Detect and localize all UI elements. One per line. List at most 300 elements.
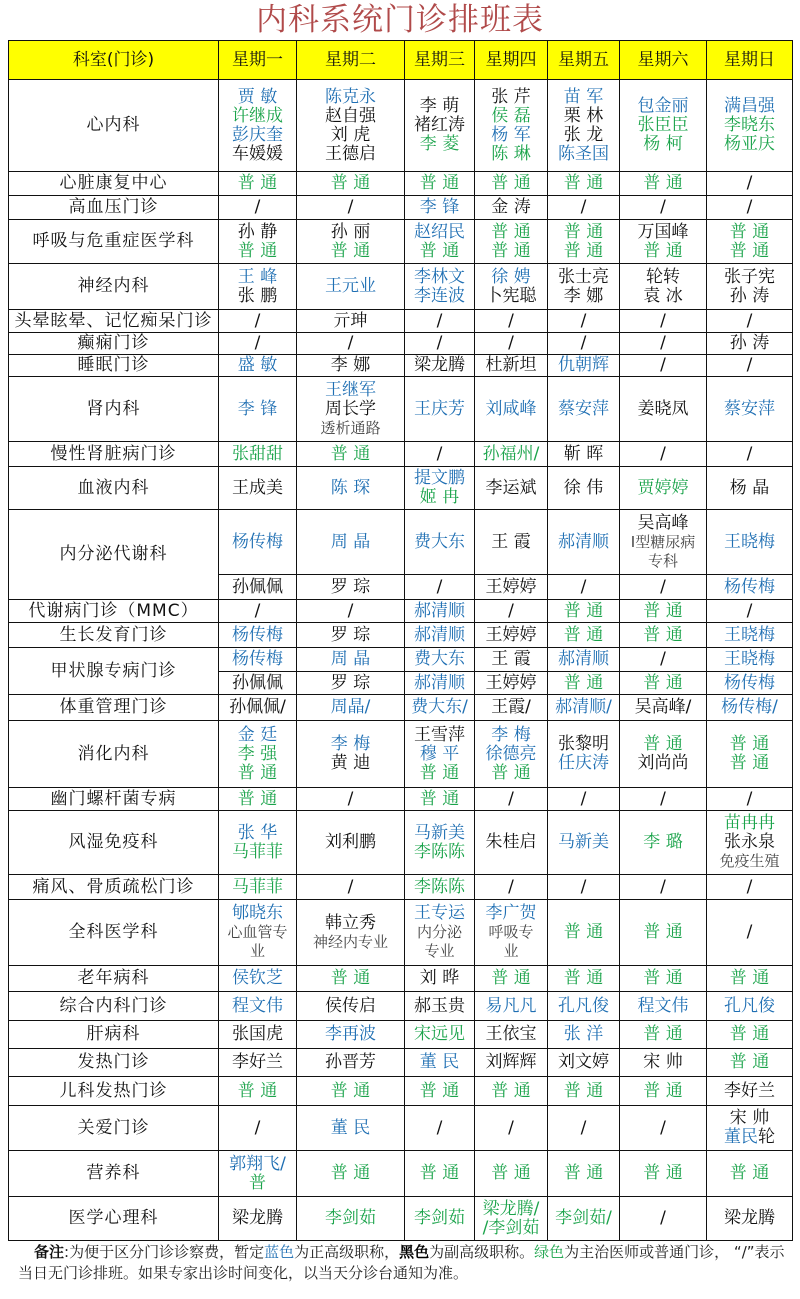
doctor-name: 王依宝: [485, 1024, 537, 1044]
schedule-cell: [548, 1106, 620, 1151]
schedule-cell: [620, 510, 707, 575]
schedule-cell: [475, 600, 548, 623]
schedule-cell: [297, 1021, 405, 1049]
schedule-cell: [548, 966, 620, 992]
doctor-name: 普 通: [729, 1024, 770, 1044]
doctor-name: 普 通: [419, 1080, 460, 1101]
schedule-cell: [548, 80, 620, 172]
doctor-name: /: [508, 876, 514, 897]
schedule-cell: [219, 172, 297, 196]
doctor-name: 普 通: [419, 762, 460, 783]
schedule-cell: [707, 264, 793, 310]
schedule-cell: [620, 220, 707, 264]
table-row: [9, 264, 793, 310]
doctor-name: 靳 晖: [563, 443, 604, 464]
doctor-name: /: [436, 310, 443, 331]
schedule-cell: [548, 672, 620, 695]
dept-name: 老年病科: [9, 966, 219, 992]
schedule-cell: [475, 310, 548, 333]
schedule-cell: [707, 672, 793, 695]
doctor-name: 孔凡俊: [724, 995, 775, 1016]
doctor-name: /: [660, 876, 666, 897]
schedule-cell: [405, 172, 475, 196]
doctor-name: 提文鹏: [414, 468, 465, 488]
schedule-cell: [405, 467, 475, 510]
doctor-name: 刘文婷: [558, 1052, 609, 1072]
schedule-cell: [620, 788, 707, 811]
schedule-cell: [405, 1021, 475, 1049]
dept-name: 血液内科: [9, 467, 219, 510]
schedule-cell: [475, 80, 548, 172]
schedule-cell: [475, 467, 548, 510]
schedule-cell: [707, 875, 793, 900]
schedule-cell: [219, 648, 297, 672]
doctor-name: 普 通: [563, 173, 604, 193]
doctor-name: 王专运: [414, 903, 465, 923]
doctor-name: 透析通路: [320, 418, 381, 437]
header-mon: 星期一: [219, 41, 297, 80]
dept-name: 医学心理科: [9, 1197, 219, 1241]
schedule-cell: [405, 900, 475, 966]
doctor-name: /: [347, 788, 354, 809]
doctor-name: /: [254, 333, 261, 353]
doctor-name: 黄 迪: [330, 753, 371, 773]
table-row: [9, 900, 793, 966]
header-sun: 星期日: [707, 41, 793, 80]
schedule-cell: [707, 442, 793, 467]
doctor-name: /: [660, 355, 666, 375]
schedule-cell: [475, 264, 548, 310]
schedule-cell: [405, 80, 475, 172]
doctor-name: 周长学: [325, 398, 376, 419]
doctor-name: 李剑茹: [325, 1208, 376, 1228]
doctor-name: /: [347, 876, 354, 897]
schedule-cell: [707, 355, 793, 377]
schedule-cell: [707, 220, 793, 264]
doctor-name: 神经内专业: [312, 932, 388, 951]
schedule-cell: [548, 721, 620, 788]
schedule-cell: [620, 1049, 707, 1077]
schedule-cell: [475, 900, 548, 966]
doctor-name: 张永泉: [724, 832, 775, 852]
schedule-cell: [707, 172, 793, 196]
schedule-cell: [405, 1197, 475, 1241]
doctor-name: 贾婷婷: [637, 477, 689, 498]
doctor-name: /: [508, 600, 514, 621]
note-black: 黑色: [399, 1243, 430, 1261]
schedule-cell: [219, 310, 297, 333]
doctor-name: 杨 晶: [729, 477, 770, 498]
schedule-cell: [297, 1197, 405, 1241]
doctor-name: /: [580, 197, 587, 217]
schedule-cell: [475, 355, 548, 377]
doctor-name: /: [254, 1117, 261, 1138]
doctor-name: 金 廷: [237, 724, 278, 745]
doctor-name: 宋 帅: [729, 1108, 770, 1128]
schedule-cell: [475, 966, 548, 992]
doctor-name: 马新美: [414, 822, 465, 843]
doctor-name: 普 通: [330, 240, 371, 261]
schedule-cell: [475, 1151, 548, 1197]
doctor-name: /: [347, 333, 354, 353]
doctor-name: 普 通: [643, 922, 683, 942]
schedule-cell: [475, 377, 548, 442]
doctor-name: 王 霞: [491, 531, 531, 552]
doctor-name: 王晓梅: [724, 531, 775, 552]
schedule-cell: [707, 1106, 793, 1151]
doctor-name: 张 龙: [563, 124, 604, 145]
schedule-cell: [548, 442, 620, 467]
doctor-name: 李运斌: [485, 477, 537, 498]
table-row: [9, 600, 793, 623]
doctor-name: 普 通: [729, 1052, 770, 1072]
doctor-name: /: [580, 333, 587, 353]
doctor-name: 彭庆奎: [232, 124, 283, 145]
schedule-cell: [405, 623, 475, 648]
doctor-name: 徐 娉: [491, 266, 531, 287]
schedule-cell: [405, 442, 475, 467]
schedule-cell: [297, 196, 405, 220]
schedule-cell: [405, 355, 475, 377]
doctor-name: 孙晋芳: [325, 1052, 376, 1072]
doctor-name: 金 涛: [491, 197, 531, 217]
schedule-cell: [219, 811, 297, 875]
schedule-cell: [297, 510, 405, 575]
schedule-cell: [219, 1021, 297, 1049]
doctor-name: 普: [249, 1172, 266, 1193]
doctor-name: 张国虎: [232, 1024, 283, 1044]
doctor-name: 李 菱: [419, 134, 460, 154]
schedule-cell: [548, 196, 620, 220]
doctor-name: 免疫生殖: [719, 852, 780, 870]
table-row: [9, 467, 793, 510]
doctor-name: 普 通: [643, 600, 683, 621]
doctor-name: 李 娜: [563, 285, 604, 306]
schedule-cell: [548, 264, 620, 310]
doctor-name: 梁龙腾: [414, 355, 465, 375]
doctor-name: /: [746, 310, 753, 331]
schedule-cell: [707, 1021, 793, 1049]
doctor-name: /: [436, 333, 443, 353]
doctor-name: 郇晓东: [232, 903, 283, 923]
schedule-cell: [405, 695, 475, 721]
doctor-name: 李剑茹: [414, 1208, 465, 1228]
schedule-cell: [707, 196, 793, 220]
doctor-name: 王成美: [232, 477, 283, 498]
doctor-name: 普 通: [491, 240, 531, 261]
doctor-name: 郝清顺: [558, 649, 609, 669]
doctor-name: 专科: [647, 551, 678, 570]
dept-name: 肝病科: [9, 1021, 219, 1049]
schedule-cell: [707, 1197, 793, 1241]
schedule-cell: [405, 875, 475, 900]
table-row: [9, 721, 793, 788]
doctor-name: 李连波: [414, 285, 465, 306]
doctor-name: 梁龙腾: [232, 1208, 283, 1228]
doctor-name: /: [660, 1208, 666, 1228]
doctor-name: I型糖尿病: [630, 532, 696, 551]
doctor-name: 梁龙腾: [724, 1208, 775, 1228]
dept-name: 幽门螺杆菌专病: [9, 788, 219, 811]
doctor-name: /: [660, 1117, 666, 1138]
schedule-cell: [620, 992, 707, 1021]
doctor-name: 普 通: [643, 968, 683, 988]
schedule-cell: [620, 442, 707, 467]
table-row: [9, 1021, 793, 1049]
dept-name: 心内科: [9, 80, 219, 172]
schedule-cell: [620, 811, 707, 875]
doctor-name: 张 芹: [491, 86, 531, 107]
doctor-name: 刘咸峰: [485, 398, 537, 419]
doctor-name: /: [347, 197, 354, 217]
schedule-cell: [707, 1077, 793, 1106]
doctor-name: 徐 伟: [563, 477, 604, 498]
doctor-name: 呼吸专: [488, 923, 534, 941]
schedule-cell: [297, 355, 405, 377]
doctor-name: 包金丽: [637, 96, 689, 116]
schedule-cell: [707, 811, 793, 875]
header-dept: 科室(门诊): [9, 41, 219, 80]
schedule-cell: [707, 623, 793, 648]
footnote: [18, 1242, 788, 1284]
schedule-cell: [707, 695, 793, 721]
schedule-cell: [548, 467, 620, 510]
doctor-name: /: [508, 1117, 514, 1138]
dept-name: 营养科: [9, 1151, 219, 1197]
doctor-name: 普 通: [563, 672, 604, 693]
schedule-cell: [620, 1021, 707, 1049]
schedule-cell: [475, 172, 548, 196]
schedule-table: [8, 40, 793, 1241]
doctor-name: 朱桂启: [485, 832, 537, 852]
note-text-2: 为正高级职称，: [294, 1243, 400, 1261]
doctor-name: 普 通: [729, 1163, 770, 1183]
dept-name: 发热门诊: [9, 1049, 219, 1077]
doctor-name: /: [436, 443, 443, 464]
dept-name: 甲状腺专病门诊: [9, 648, 219, 695]
schedule-cell: [219, 575, 297, 600]
doctor-name: 王婷婷: [485, 672, 537, 693]
doctor-name: 侯 磊: [491, 105, 531, 126]
schedule-cell: [297, 575, 405, 600]
doctor-name: 杜新坦: [485, 355, 537, 375]
doctor-name: 普 通: [330, 173, 371, 193]
schedule-cell: [405, 1151, 475, 1197]
table-row: [9, 648, 793, 672]
doctor-name: 普 通: [643, 734, 683, 754]
schedule-cell: [297, 442, 405, 467]
table-row: [9, 510, 793, 575]
schedule-cell: [620, 695, 707, 721]
schedule-cell: [548, 575, 620, 600]
table-row: [9, 992, 793, 1021]
doctor-name: 王元业: [325, 276, 376, 296]
schedule-cell: [707, 1151, 793, 1197]
schedule-cell: [475, 992, 548, 1021]
schedule-cell: [707, 966, 793, 992]
doctor-name: 杨亚庆: [724, 134, 775, 154]
header-sat: 星期六: [620, 41, 707, 80]
doctor-name: 王德启: [325, 143, 376, 164]
doctor-name: 李 强: [237, 743, 278, 764]
schedule-cell: [297, 1151, 405, 1197]
doctor-name: 苗 军: [563, 86, 604, 107]
schedule-cell: [475, 875, 548, 900]
doctor-name: 孙 涛: [729, 285, 770, 306]
doctor-name: 普 通: [419, 1163, 460, 1183]
schedule-cell: [219, 966, 297, 992]
schedule-cell: [475, 220, 548, 264]
doctor-name: 易凡凡: [485, 995, 537, 1016]
doctor-name: 任庆涛: [558, 753, 609, 773]
doctor-name: 李晓东: [724, 115, 775, 135]
schedule-cell: [405, 196, 475, 220]
doctor-name: 郝清顺: [414, 672, 465, 693]
doctor-name: 宋远见: [414, 1024, 465, 1044]
schedule-cell: [219, 1197, 297, 1241]
table-row: [9, 1151, 793, 1197]
note-blue: 蓝色: [264, 1243, 295, 1261]
schedule-cell: [620, 721, 707, 788]
doctor-name: 李广贺: [485, 903, 537, 923]
note-green: 绿色: [534, 1243, 565, 1261]
schedule-cell: [707, 467, 793, 510]
doctor-name: 李 萌: [419, 96, 460, 116]
schedule-cell: [219, 467, 297, 510]
schedule-cell: [219, 196, 297, 220]
dept-name: 睡眠门诊: [9, 355, 219, 377]
schedule-cell: [405, 721, 475, 788]
doctor-name: 普 通: [237, 762, 278, 783]
doctor-name: 罗 琮: [330, 576, 371, 597]
schedule-cell: [475, 333, 548, 355]
doctor-name: 普 通: [563, 240, 604, 261]
doctor-name: 杨传梅: [232, 624, 283, 645]
table-row: [9, 442, 793, 467]
schedule-cell: [297, 966, 405, 992]
schedule-cell: [620, 1151, 707, 1197]
schedule-cell: [405, 264, 475, 310]
schedule-cell: [475, 721, 548, 788]
doctor-name: /: [746, 922, 753, 942]
schedule-cell: [219, 80, 297, 172]
doctor-name: 普 通: [419, 173, 460, 193]
doctor-name: 郭翔飞/: [229, 1153, 286, 1174]
doctor-name: 普 通: [491, 173, 531, 193]
doctor-name: /: [746, 600, 753, 621]
doctor-name: 王晓梅: [724, 624, 775, 645]
schedule-cell: [620, 966, 707, 992]
note-text-4: 为主治医师或普通门诊， “/”表示当日无门诊排班。如果专家出诊时间变化，以当天分诊台通知为准。: [18, 1243, 785, 1282]
doctor-name: 陈克永: [325, 86, 376, 107]
doctor-name: 刘 虎: [330, 124, 371, 145]
doctor-name: /: [508, 788, 514, 809]
schedule-cell: [475, 811, 548, 875]
doctor-name: 穆 平: [419, 743, 460, 764]
schedule-cell: [475, 623, 548, 648]
schedule-cell: [219, 721, 297, 788]
schedule-cell: [548, 333, 620, 355]
schedule-cell: [620, 875, 707, 900]
schedule-cell: [707, 80, 793, 172]
dept-name: 综合内科门诊: [9, 992, 219, 1021]
doctor-name: 王婷婷: [485, 576, 537, 597]
header-tue: 星期二: [297, 41, 405, 80]
doctor-name: 梁龙腾/: [482, 1198, 540, 1219]
table-row: [9, 355, 793, 377]
schedule-cell: [297, 672, 405, 695]
doctor-name: 李 梅: [330, 734, 371, 754]
table-row: [9, 80, 793, 172]
schedule-cell: [475, 1021, 548, 1049]
doctor-name: /: [580, 310, 587, 331]
doctor-name: 董民轮: [724, 1127, 775, 1147]
schedule-cell: [219, 1106, 297, 1151]
schedule-cell: [620, 648, 707, 672]
table-row: [9, 695, 793, 721]
schedule-cell: [707, 1049, 793, 1077]
schedule-cell: [219, 1151, 297, 1197]
doctor-name: 王霞/: [491, 697, 531, 717]
table-row: [9, 172, 793, 196]
doctor-name: 王晓梅: [724, 649, 775, 669]
schedule-cell: [405, 600, 475, 623]
table-row: [9, 788, 793, 811]
doctor-name: /: [746, 355, 753, 375]
doctor-name: 普 通: [237, 1080, 278, 1101]
schedule-body: [9, 80, 793, 1241]
doctor-name: 宋 帅: [643, 1052, 683, 1072]
schedule-cell: [475, 648, 548, 672]
schedule-cell: [548, 1077, 620, 1106]
doctor-name: /: [254, 600, 261, 621]
table-row: [9, 196, 793, 220]
schedule-cell: [475, 1077, 548, 1106]
doctor-name: 杨传梅: [232, 649, 283, 669]
schedule-cell: [297, 172, 405, 196]
schedule-cell: [620, 1106, 707, 1151]
schedule-cell: [475, 672, 548, 695]
schedule-cell: [297, 1077, 405, 1106]
schedule-cell: [620, 623, 707, 648]
note-label: 备注: [34, 1243, 65, 1261]
doctor-name: /: [436, 576, 443, 597]
schedule-cell: [405, 220, 475, 264]
doctor-name: 普 通: [643, 173, 683, 193]
schedule-cell: [297, 648, 405, 672]
schedule-cell: [297, 600, 405, 623]
dept-name: 呼吸与危重症医学科: [9, 220, 219, 264]
schedule-cell: [620, 310, 707, 333]
schedule-cell: [707, 310, 793, 333]
doctor-name: /: [660, 576, 666, 597]
doctor-name: 吴高峰/: [634, 697, 692, 717]
table-row: [9, 333, 793, 355]
schedule-cell: [219, 220, 297, 264]
doctor-name: 车媛媛: [232, 143, 283, 164]
doctor-name: 孙佩佩: [232, 576, 283, 597]
schedule-cell: [620, 264, 707, 310]
doctor-name: 李陈陈: [414, 841, 465, 862]
doctor-name: 马菲菲: [232, 876, 283, 897]
schedule-cell: [405, 788, 475, 811]
doctor-name: /: [508, 310, 514, 331]
doctor-name: 普 通: [491, 968, 531, 988]
doctor-name: 杨 柯: [643, 134, 683, 154]
schedule-cell: [475, 196, 548, 220]
schedule-cell: [297, 333, 405, 355]
schedule-cell: [548, 377, 620, 442]
